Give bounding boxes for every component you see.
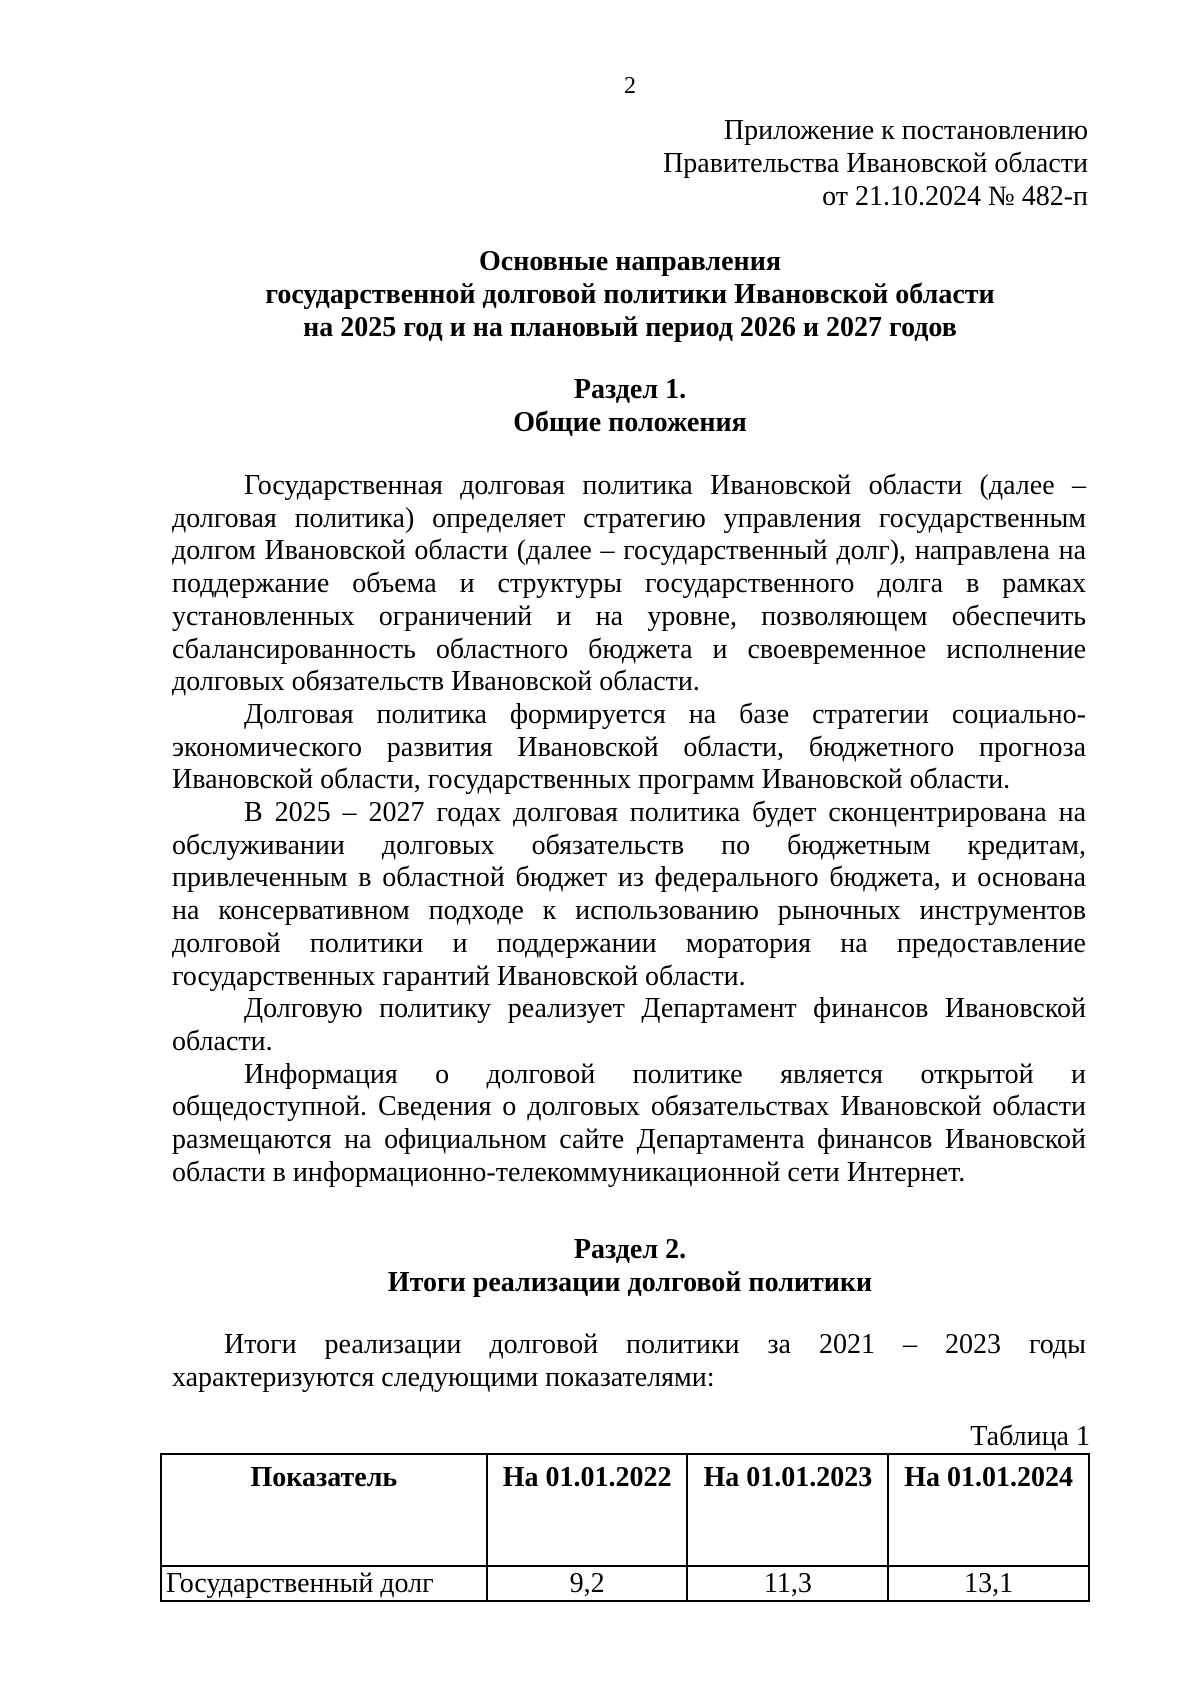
- title-line-3: на 2025 год и на плановый период 2026 и 2027 годов: [303, 312, 957, 343]
- table-caption: Таблица 1: [970, 1421, 1090, 1452]
- section-2-heading: [160, 1233, 1100, 1299]
- annex-header: [663, 114, 1088, 213]
- section-1-body: [172, 470, 1086, 1189]
- column-header: Показатель: [161, 1454, 487, 1566]
- column-header: На 01.01.2024: [888, 1454, 1089, 1566]
- page-number: 2: [624, 73, 636, 99]
- section-1-number: Раздел 1.: [573, 374, 687, 405]
- title-line-1: Основные направления: [479, 246, 781, 277]
- column-header: На 01.01.2022: [487, 1454, 688, 1566]
- annex-line-3: от 21.10.2024 № 482-п: [822, 181, 1088, 212]
- table-row: [161, 1566, 1089, 1601]
- annex-line-1: Приложение к постановлению: [723, 115, 1088, 146]
- paragraph: Долговая политика формируется на базе стратегии социально-экономического развития Ивановской области, бюджетного прогноза Ивановской области, государственных программ Ивановской области.: [172, 698, 1086, 796]
- title-line-2: государственной долговой политики Ивановской области: [265, 279, 995, 310]
- table-cell: 11,3: [687, 1566, 888, 1601]
- section-1-heading: [160, 373, 1100, 439]
- column-header: На 01.01.2023: [687, 1454, 888, 1566]
- document-title: [160, 245, 1100, 344]
- paragraph: В 2025 – 2027 годах долговая политика будет сконцентрирована на обслуживании долговых обязательств по бюджетным кредитам, привлеченным в областной бюджет из федерального бюджета, и основана на консервативном подходе к использованию рыночных инструментов долговой политики и поддержании моратория на предоставление государственных гарантий Ивановской области.: [172, 797, 1086, 992]
- table-cell: 9,2: [487, 1566, 688, 1601]
- paragraph: Государственная долговая политика Ивановской области (далее – долговая политика) определяет стратегию управления государственным долгом Ивановской области (далее – государственный долг), направлена на поддержание объема и структуры государственного долга в рамках установленных ограничений и на уровне, позволяющем обеспечить сбалансированность областного бюджета и своевременное исполнение долговых обязательств Ивановской области.: [172, 470, 1086, 698]
- section-2-number: Раздел 2.: [573, 1234, 687, 1265]
- table-cell: Государственный долг: [161, 1566, 487, 1601]
- paragraph: Итоги реализации долговой политики за 2021 – 2023 годы характеризуются следующими показателями:: [172, 1329, 1086, 1393]
- annex-line-2: Правительства Ивановской области: [663, 148, 1088, 179]
- section-1-name: Общие положения: [513, 407, 747, 438]
- paragraph: Долговую политику реализует Департамент финансов Ивановской области.: [172, 993, 1086, 1057]
- paragraph: Информация о долговой политике является открытой и общедоступной. Сведения о долговых обязательствах Ивановской области размещаются на официальном сайте Департамента финансов Ивановской области в информационно-телекоммуникационной сети Интернет.: [172, 1058, 1086, 1188]
- table-header-row: [161, 1454, 1089, 1566]
- table-cell: 13,1: [888, 1566, 1089, 1601]
- indicators-table: [160, 1453, 1090, 1602]
- section-2-name: Итоги реализации долговой политики: [387, 1267, 873, 1298]
- section-2-body: [172, 1329, 1086, 1394]
